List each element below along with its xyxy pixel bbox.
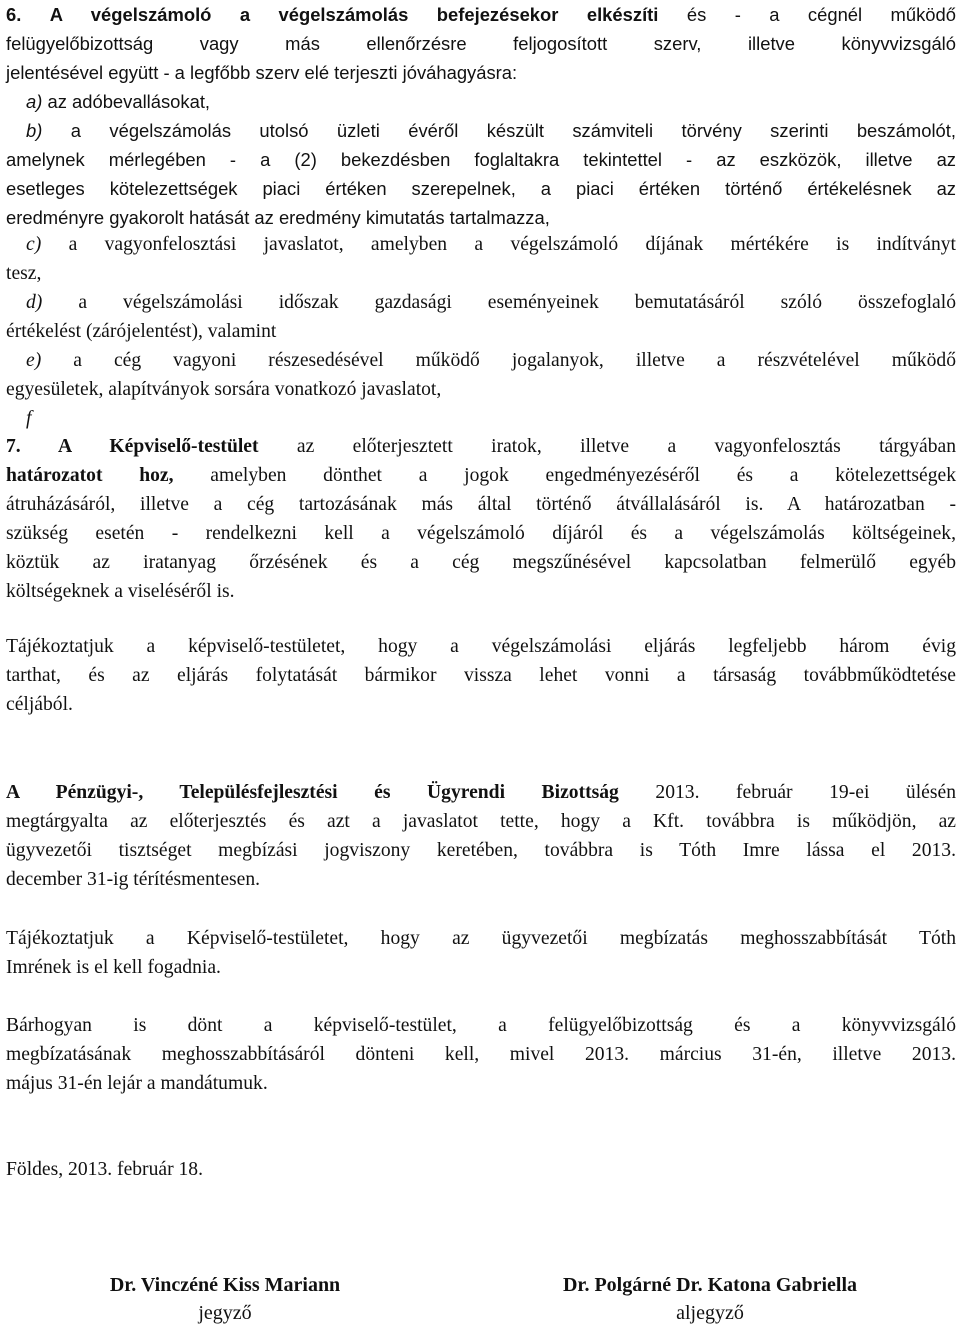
item-b-marker: b) <box>26 120 43 141</box>
section-7-bold-a: 7. A Képviselő-testület <box>6 436 259 457</box>
committee-line-4: december 31-ig térítésmentesen. <box>6 869 261 890</box>
info-paragraph-2 <box>6 924 956 982</box>
signature-right <box>510 1271 910 1327</box>
item-b-line-3: esetleges kötelezettségek piaci értéken szerepelnek, a piaci értéken történő értékelésnek az <box>6 178 956 199</box>
section-7-line-1-rest: az előterjesztett iratok, illetve a vagyonfelosztás tárgyában <box>296 436 957 457</box>
item-e-text-1: a cég vagyoni részesedésével működő jogalanyok, illetve a részvételével működő <box>73 350 956 371</box>
item-d-text-1: a végelszámolási időszak gazdasági eseményeinek bemutatásáról szóló összefoglaló <box>78 292 956 313</box>
signature-right-name: Dr. Polgárné Dr. Katona Gabriella <box>562 1274 858 1296</box>
item-b-text-1: a végelszámolás utolsó üzleti évéről készült számviteli törvény szerinti beszámolót, <box>70 120 956 141</box>
item-e-marker: e) <box>26 350 42 371</box>
item-d-line-1 <box>6 288 956 317</box>
mandate-paragraph <box>6 1011 956 1098</box>
items-c-f <box>6 230 956 433</box>
info-1-line-3: céljából. <box>6 694 73 715</box>
item-c-line-1 <box>6 230 956 259</box>
committee-line-1 <box>6 778 956 807</box>
section-7-line-2-rest: amelyben dönthet a jogok engedményezéséről és a kötelezettségek <box>210 465 956 486</box>
mandate-line-1: Bárhogyan is dönt a képviselő-testület, a felügyelőbizottság és a könyvvizsgáló <box>6 1015 956 1036</box>
item-b-line-2: amelynek mérlegében - a (2) bekezdésben foglaltakra tekintettel - az eszközök, illetve az <box>6 149 956 170</box>
item-a-text: az adóbevallásokat, <box>47 91 211 112</box>
info-paragraph-1 <box>6 632 956 719</box>
item-b-line-1 <box>6 116 956 145</box>
info-1-line-1: Tájékoztatjuk a képviselő-testületet, hogy a végelszámolási eljárás legfeljebb három évig <box>6 636 956 657</box>
committee-line-2: megtárgyalta az előterjesztés és azt a javaslatot tette, hogy a Kft. továbbra is működjön, az <box>6 811 956 832</box>
committee-line-1-rest: 2013. február 19-ei ülésén <box>655 782 956 803</box>
item-c-line-2: tesz, <box>6 263 42 284</box>
item-a <box>6 87 956 116</box>
signature-left <box>70 1271 380 1327</box>
section-6-line-1-rest: és - a cégnél működő <box>686 4 956 25</box>
section-7-line-5: köztük az iratanyag őrzésének és a cég megszűnésével kapcsolatban felmerülő egyéb <box>6 552 956 573</box>
item-c-marker: c) <box>26 234 42 255</box>
item-f-marker: f <box>26 408 32 429</box>
section-6-line-1 <box>6 0 956 29</box>
mandate-line-2: megbízatásának meghosszabbításáról dönteni kell, mivel 2013. március 31-én, illetve 2013. <box>6 1044 956 1065</box>
section-7-line-2 <box>6 461 956 490</box>
item-f <box>6 404 956 433</box>
section-6 <box>6 0 956 232</box>
section-7-line-4: szükség esetén - rendelkezni kell a végelszámoló díjáról és a végelszámolás költségeinek, <box>6 523 956 544</box>
info-1-line-2: tarthat, és az eljárás folytatását bármikor vissza lehet vonni a társaság továbbműködtetése <box>6 665 956 686</box>
section-7-bold-b: határozatot hoz, <box>6 465 174 486</box>
item-e-line-2: egyesületek, alapítványok sorsára vonatkozó javaslatot, <box>6 379 442 400</box>
place-date: Földes, 2013. február 18. <box>6 1159 203 1180</box>
info-2-line-2: Imrének is el kell fogadnia. <box>6 957 221 978</box>
section-6-line-2: felügyelőbizottság vagy más ellenőrzésre feljogosított szerv, illetve könyvvizsgáló <box>6 33 956 54</box>
item-e-line-1 <box>6 346 956 375</box>
signature-right-title: aljegyző <box>676 1302 744 1324</box>
committee-line-3: ügyvezetői tisztséget megbízási jogviszony keretében, továbbra is Tóth Imre lássa el 2013. <box>6 840 956 861</box>
section-6-number: 6. <box>6 4 22 25</box>
item-d-marker: d) <box>26 292 43 313</box>
mandate-line-3: május 31-én lejár a mandátumuk. <box>6 1073 268 1094</box>
committee-name: A Pénzügyi-, Településfejlesztési és Ügyrendi Bizottság <box>6 782 619 803</box>
signature-left-name: Dr. Vinczéné Kiss Mariann <box>109 1274 341 1296</box>
section-7-line-3: átruházásáról, illetve a cég tartozásának más által történő átvállalásáról is. A határozatban - <box>6 494 956 515</box>
item-a-marker: a) <box>26 91 43 112</box>
info-2-line-1: Tájékoztatjuk a Képviselő-testületet, hogy az ügyvezetői megbízatás meghosszabbítását Tóth <box>6 928 956 949</box>
item-c-text-1: a vagyonfelosztási javaslatot, amelyben a végelszámoló díjának mértékére is indítványt <box>68 234 957 255</box>
section-7-line-6: költségeknek a viseléséről is. <box>6 581 235 602</box>
item-b-line-4: eredményre gyakorolt hatását az eredmény kimutatás tartalmazza, <box>6 207 550 228</box>
item-d-line-2: értékelést (zárójelentést), valamint <box>6 321 277 342</box>
section-6-line-3: jelentésével együtt - a legfőbb szerv elé terjeszti jóváhagyásra: <box>6 62 518 83</box>
committee-paragraph <box>6 778 956 894</box>
section-6-bold-lead: A végelszámoló a végelszámolás befejezésekor elkészíti <box>49 4 659 25</box>
signature-left-title: jegyző <box>198 1302 252 1324</box>
section-7 <box>6 432 956 606</box>
section-7-line-1 <box>6 432 956 461</box>
